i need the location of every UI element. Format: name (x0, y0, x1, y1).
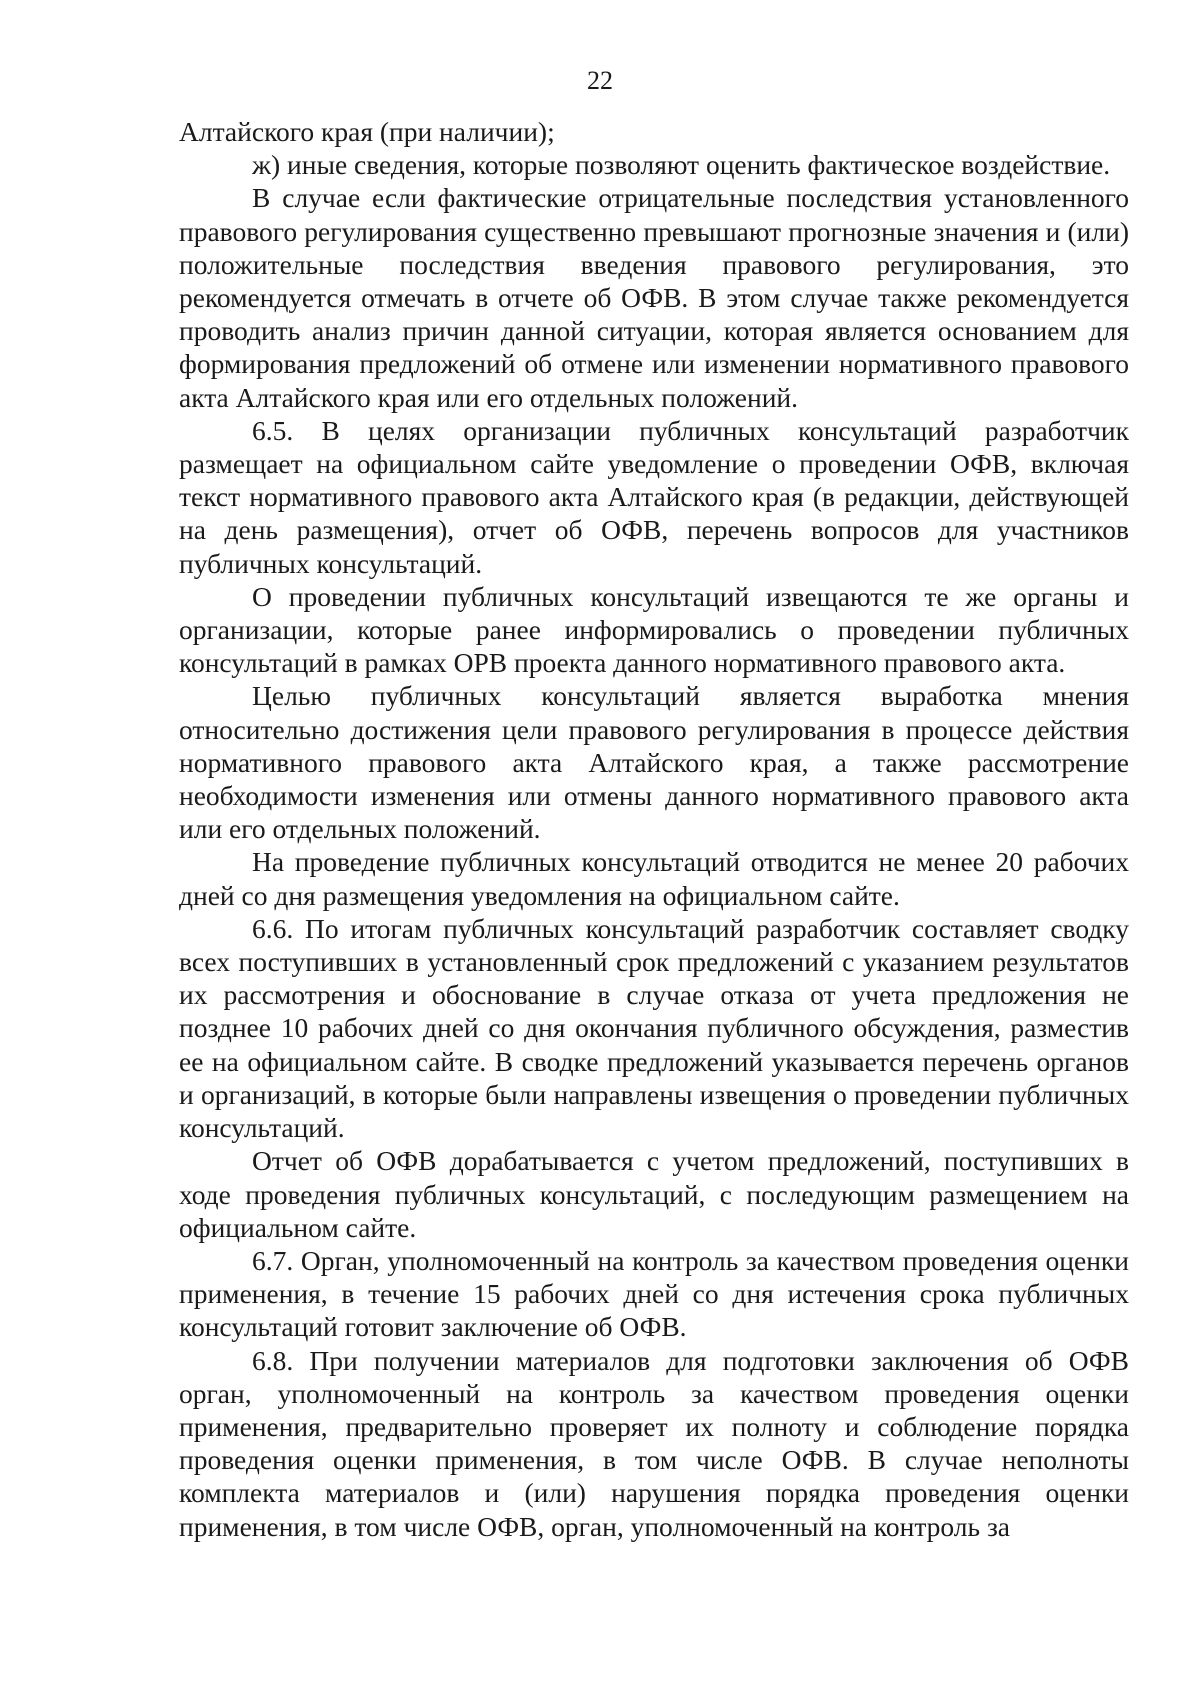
paragraph: На проведение публичных консультаций отводится не менее 20 рабочих дней со дня размещения уведомления на официальном сайте. (179, 846, 1129, 911)
paragraph: ж) иные сведения, которые позволяют оценить фактическое воздействие. (252, 149, 1111, 181)
document-body (179, 115, 1129, 1543)
paragraph: Алтайского края (при наличии); (179, 116, 555, 147)
paragraph: В случае если фактические отрицательные последствия установленного правового регулирования существенно превышают прогнозные значения и (или) положительные последствия введения правового регулирования, это рекомендуется отмечать в отчете об ОФВ. В этом случае также рекомендуется проводить анализ причин данной ситуации, которая является основанием для формирования предложений об отмене или изменении нормативного правового акта Алтайского края или его отдельных положений. (179, 182, 1129, 413)
paragraph: Целью публичных консультаций является выработка мнения относительно достижения цели правового регулирования в процессе действия нормативного правового акта Алтайского края, а также рассмотрение необходимости изменения или отмены данного нормативного правового акта или его отдельных положений. (179, 680, 1129, 845)
paragraph: Отчет об ОФВ дорабатывается с учетом предложений, поступивших в ходе проведения публичных консультаций, с последующим размещением на официальном сайте. (179, 1145, 1129, 1243)
paragraph: 6.7. Орган, уполномоченный на контроль за качеством проведения оценки применения, в течение 15 рабочих дней со дня истечения срока публичных консультаций готовит заключение об ОФВ. (179, 1244, 1129, 1343)
page-number: 22 (587, 66, 613, 95)
paragraph: 6.5. В целях организации публичных консультаций разработчик размещает на официальном сайте уведомление о проведении ОФВ, включая текст нормативного правового акта Алтайского края (в редакции, действующей на день размещения), отчет об ОФВ, перечень вопросов для участников публичных консультаций. (179, 414, 1129, 579)
paragraph: 6.6. По итогам публичных консультаций разработчик составляет сводку всех поступивших в установленный срок предложений с указанием результатов их рассмотрения и обоснование в случае отказа от учета предложения не позднее 10 рабочих дней со дня окончания публичного обсуждения, разместив ее на официальном сайте. В сводке предложений указывается перечень органов и организаций, в которые были направлены извещения о проведении публичных консультаций. (179, 912, 1129, 1144)
paragraph: О проведении публичных консультаций извещаются те же органы и организации, которые ранее информировались о проведении публичных консультаций в рамках ОРВ проекта данного нормативного правового акта. (179, 580, 1129, 679)
paragraph: 6.8. При получении материалов для подготовки заключения об ОФВ орган, уполномоченный на контроль за качеством проведения оценки применения, предварительно проверяет их полноту и соблюдение порядка проведения оценки применения, в том числе ОФВ. В случае неполноты комплекта материалов и (или) нарушения порядка проведения оценки применения, в том числе ОФВ, орган, уполномоченный на контроль за (179, 1344, 1129, 1542)
